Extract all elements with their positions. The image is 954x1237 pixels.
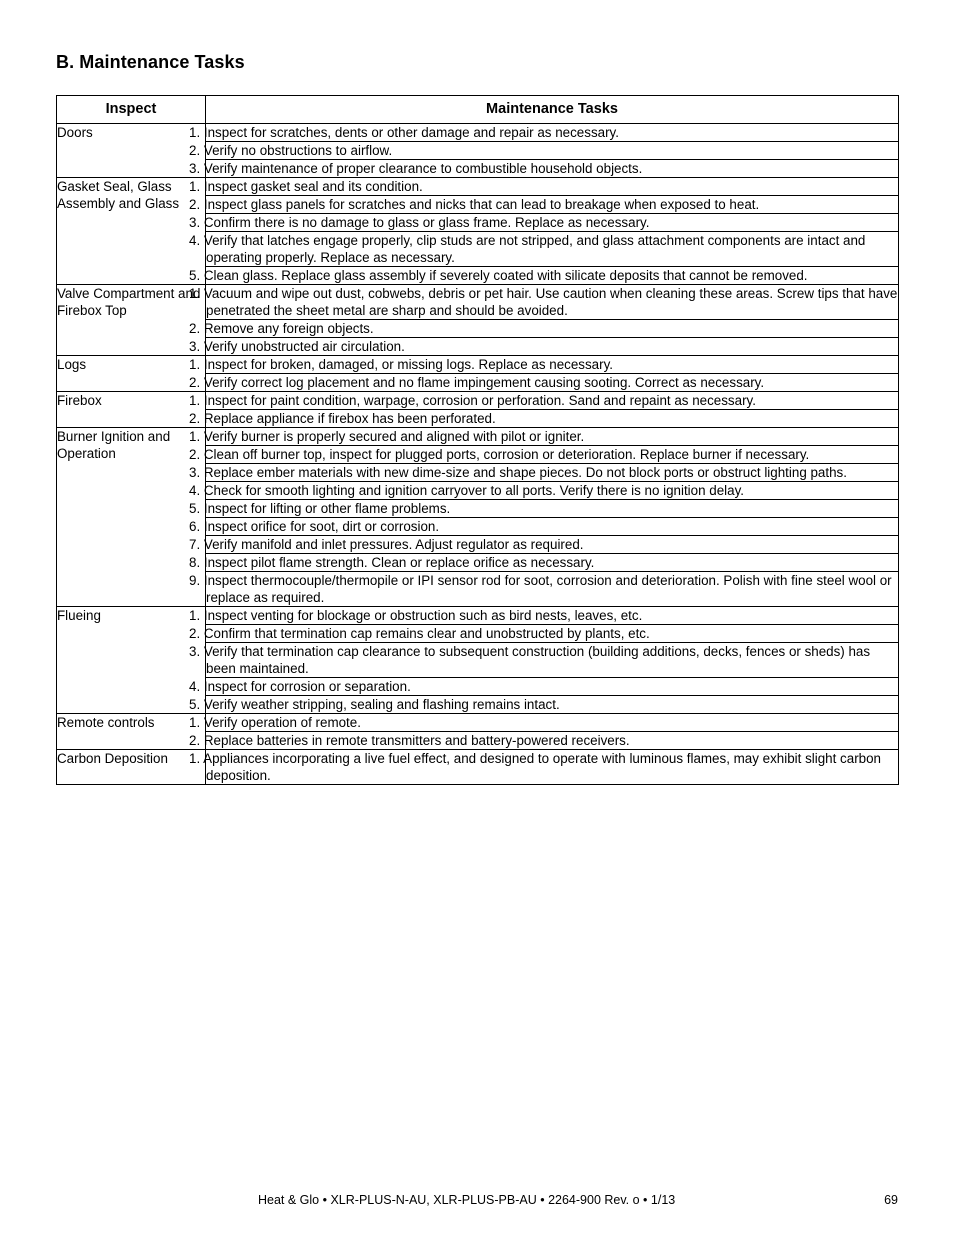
maintenance-task: 2. Verify no obstructions to airflow.	[206, 142, 899, 160]
maintenance-task: 3. Verify that termination cap clearance to subsequent construction (building additions, decks, fences or sheds) has been maintained.	[206, 643, 899, 678]
inspect-category: Doors	[57, 124, 206, 178]
table-header-row	[57, 96, 899, 124]
table-body	[57, 124, 899, 785]
maintenance-task: 2. Confirm that termination cap remains clear and unobstructed by plants, etc.	[206, 625, 899, 643]
inspect-category: Gasket Seal, Glass Assembly and Glass	[57, 178, 206, 285]
maintenance-task: 1. Verify burner is properly secured and aligned with pilot or igniter.	[206, 428, 899, 446]
inspect-category: Logs	[57, 356, 206, 392]
table-row	[57, 356, 899, 374]
maintenance-task: 1. Inspect for broken, damaged, or missing logs. Replace as necessary.	[206, 356, 899, 374]
maintenance-task: 2. Replace appliance if firebox has been perforated.	[206, 410, 899, 428]
maintenance-task: 2. Remove any foreign objects.	[206, 320, 899, 338]
maintenance-task: 1. Inspect for paint condition, warpage, corrosion or perforation. Sand and repaint as necessary.	[206, 392, 899, 410]
table-row	[57, 124, 899, 142]
inspect-category: Valve Compartment and Firebox Top	[57, 285, 206, 356]
table-row	[57, 285, 899, 320]
maintenance-task: 4. Inspect for corrosion or separation.	[206, 678, 899, 696]
page-number: 69	[884, 1193, 898, 1207]
maintenance-task: 3. Replace ember materials with new dime-size and shape pieces. Do not block ports or obstruct lighting paths.	[206, 464, 899, 482]
maintenance-task: 1. Appliances incorporating a live fuel effect, and designed to operate with luminous flames, may exhibit slight carbon deposition.	[206, 750, 899, 785]
maintenance-task: 3. Verify unobstructed air circulation.	[206, 338, 899, 356]
maintenance-task: 1. Inspect gasket seal and its condition.	[206, 178, 899, 196]
maintenance-task: 4. Check for smooth lighting and ignition carryover to all ports. Verify there is no ignition delay.	[206, 482, 899, 500]
table-row	[57, 392, 899, 410]
maintenance-task: 3. Confirm there is no damage to glass or glass frame. Replace as necessary.	[206, 214, 899, 232]
table-row	[57, 607, 899, 625]
table-row	[57, 428, 899, 446]
maintenance-task: 1. Inspect for scratches, dents or other damage and repair as necessary.	[206, 124, 899, 142]
table-row	[57, 750, 899, 785]
maintenance-table	[56, 95, 899, 785]
column-header-inspect: Inspect	[57, 96, 206, 124]
maintenance-task: 3. Verify maintenance of proper clearance to combustible household objects.	[206, 160, 899, 178]
maintenance-task: 7. Verify manifold and inlet pressures. Adjust regulator as required.	[206, 536, 899, 554]
maintenance-task: 9. Inspect thermocouple/thermopile or IPI sensor rod for soot, corrosion and deterioration. Polish with fine steel wool or replace as required.	[206, 572, 899, 607]
maintenance-task: 8. Inspect pilot flame strength. Clean or replace orifice as necessary.	[206, 554, 899, 572]
maintenance-task: 2. Inspect glass panels for scratches and nicks that can lead to breakage when exposed to heat.	[206, 196, 899, 214]
maintenance-task: 6. Inspect orifice for soot, dirt or corrosion.	[206, 518, 899, 536]
maintenance-task: 5. Clean glass. Replace glass assembly if severely coated with silicate deposits that cannot be removed.	[206, 267, 899, 285]
table-row	[57, 178, 899, 196]
maintenance-task: 2. Replace batteries in remote transmitters and battery-powered receivers.	[206, 732, 899, 750]
maintenance-task: 1. Verify operation of remote.	[206, 714, 899, 732]
maintenance-task: 2. Clean off burner top, inspect for plugged ports, corrosion or deterioration. Replace burner if necessary.	[206, 446, 899, 464]
table-row	[57, 714, 899, 732]
section-heading: B. Maintenance Tasks	[56, 52, 245, 72]
maintenance-task: 5. Verify weather stripping, sealing and flashing remains intact.	[206, 696, 899, 714]
maintenance-task: 2. Verify correct log placement and no flame impingement causing sooting. Correct as necessary.	[206, 374, 899, 392]
inspect-category: Carbon Deposition	[57, 750, 206, 785]
inspect-category: Remote controls	[57, 714, 206, 750]
inspect-category: Firebox	[57, 392, 206, 428]
maintenance-task: 4. Verify that latches engage properly, clip studs are not stripped, and glass attachment components are intact and operating properly. Replace as necessary.	[206, 232, 899, 267]
maintenance-task: 5. Inspect for lifting or other flame problems.	[206, 500, 899, 518]
maintenance-task: 1. Vacuum and wipe out dust, cobwebs, debris or pet hair. Use caution when cleaning these areas. Screw tips that have penetrated the sheet metal are sharp and should be avoided.	[189, 286, 898, 318]
maintenance-task: 1. Inspect venting for blockage or obstruction such as bird nests, leaves, etc.	[206, 607, 899, 625]
footer-text: Heat & Glo • XLR-PLUS-N-AU, XLR-PLUS-PB-AU • 2264-900 Rev. o • 1/13	[258, 1193, 676, 1207]
column-header-tasks: Maintenance Tasks	[206, 96, 899, 124]
inspect-category: Burner Ignition and Operation	[57, 428, 206, 607]
inspect-category: Flueing	[57, 607, 206, 714]
